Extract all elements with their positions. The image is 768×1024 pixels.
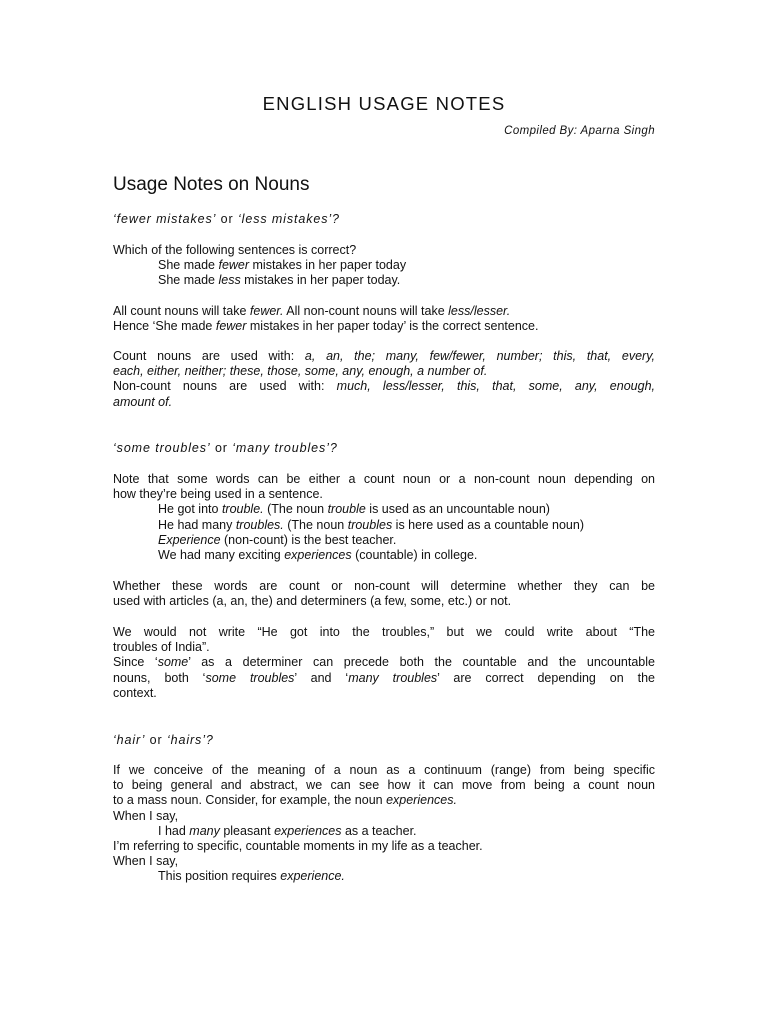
- q3-a: ‘hair’: [113, 733, 146, 747]
- p3-line-4: amount of.: [113, 394, 173, 409]
- p1-line-2: She made fewer mistakes in her paper today: [158, 258, 407, 273]
- p7-line-8: This position requires experience.: [158, 869, 345, 884]
- q2-a: ‘some troubles’: [113, 441, 211, 455]
- p4-line-2: how they’re being used in a sentence.: [113, 487, 323, 502]
- p7-line-1: If we conceive of the meaning of a noun as a continuum (range) from being specific: [113, 763, 655, 777]
- p1-line-3: She made less mistakes in her paper today.: [158, 273, 401, 288]
- p6-line-4: nouns, both ‘some troubles’ and ‘many troubles’ are correct depending on the: [113, 670, 655, 685]
- paragraph-3: [113, 349, 655, 410]
- p3-line-2: each, either, neither; these, those, some, any, enough, a number of.: [113, 364, 488, 379]
- paragraph-2: [113, 304, 655, 334]
- p5-line-2: used with articles (a, an, the) and determiners (a few, some, etc.) or not.: [113, 594, 512, 609]
- p5-line-1: Whether these words are count or non-count will determine whether they can be: [113, 579, 655, 593]
- q1-or: or: [216, 212, 238, 226]
- p2-line-2: Hence ‘She made fewer mistakes in her paper today’ is the correct sentence.: [113, 319, 539, 334]
- p4-line-1: Note that some words can be either a count noun or a non-count noun depending on: [113, 472, 655, 486]
- p7-line-5: I had many pleasant experiences as a teacher.: [158, 823, 417, 838]
- paragraph-5: [113, 579, 655, 609]
- p6-line-2: troubles of India”.: [113, 640, 210, 655]
- p6-line-1: We would not write “He got into the troubles,” but we could write about “The: [113, 625, 655, 639]
- p7-line-4: When I say,: [113, 808, 179, 823]
- p7-line-7: When I say,: [113, 854, 179, 869]
- q3-b: ‘hairs’?: [166, 733, 214, 747]
- q1-b: ‘less mistakes’?: [237, 212, 340, 226]
- p4-line-6: We had many exciting experiences (countable) in college.: [158, 548, 478, 563]
- question-heading-fewer-less: [113, 212, 340, 226]
- paragraph-7: [113, 763, 655, 885]
- compiled-by: Compiled By: Aparna Singh: [504, 125, 655, 137]
- p6-line-3: Since ‘some’ as a determiner can precede both the countable and the uncountable: [113, 655, 655, 670]
- p7-line-3: to a mass noun. Consider, for example, the noun experiences.: [113, 793, 457, 808]
- p7-line-2: to being general and abstract, we can see how it can move from being a count noun: [113, 778, 655, 793]
- p4-line-4: He had many troubles. (The noun troubles is here used as a countable noun): [158, 517, 584, 532]
- p3-line-3: Non-count nouns are used with: much, less/lesser, this, that, some, any, enough,: [113, 379, 655, 394]
- q3-or: or: [145, 733, 167, 747]
- p2-line-1: All count nouns will take fewer. All non-count nouns will take less/lesser.: [113, 304, 511, 318]
- section-heading: Usage Notes on Nouns: [113, 174, 310, 195]
- question-heading-some-many: [113, 441, 338, 455]
- document-title: ENGLISH USAGE NOTES: [262, 93, 506, 114]
- paragraph-4: [113, 472, 655, 563]
- p3-line-1: Count nouns are used with: a, an, the; many, few/fewer, number; this, that, every,: [113, 349, 655, 363]
- p4-line-3: He got into trouble. (The noun trouble is used as an uncountable noun): [158, 502, 550, 517]
- paragraph-1: [113, 243, 655, 289]
- question-heading-hair-hairs: [113, 733, 214, 747]
- q2-b: ‘many troubles’?: [232, 441, 338, 455]
- p4-line-5: Experience (non-count) is the best teacher.: [158, 532, 397, 547]
- p6-line-5: context.: [113, 685, 157, 700]
- q1-a: ‘fewer mistakes’: [113, 212, 217, 226]
- p1-line-1: Which of the following sentences is correct?: [113, 243, 357, 257]
- q2-or: or: [210, 441, 233, 455]
- paragraph-6: [113, 625, 655, 701]
- p7-line-6: I’m referring to specific, countable moments in my life as a teacher.: [113, 839, 483, 854]
